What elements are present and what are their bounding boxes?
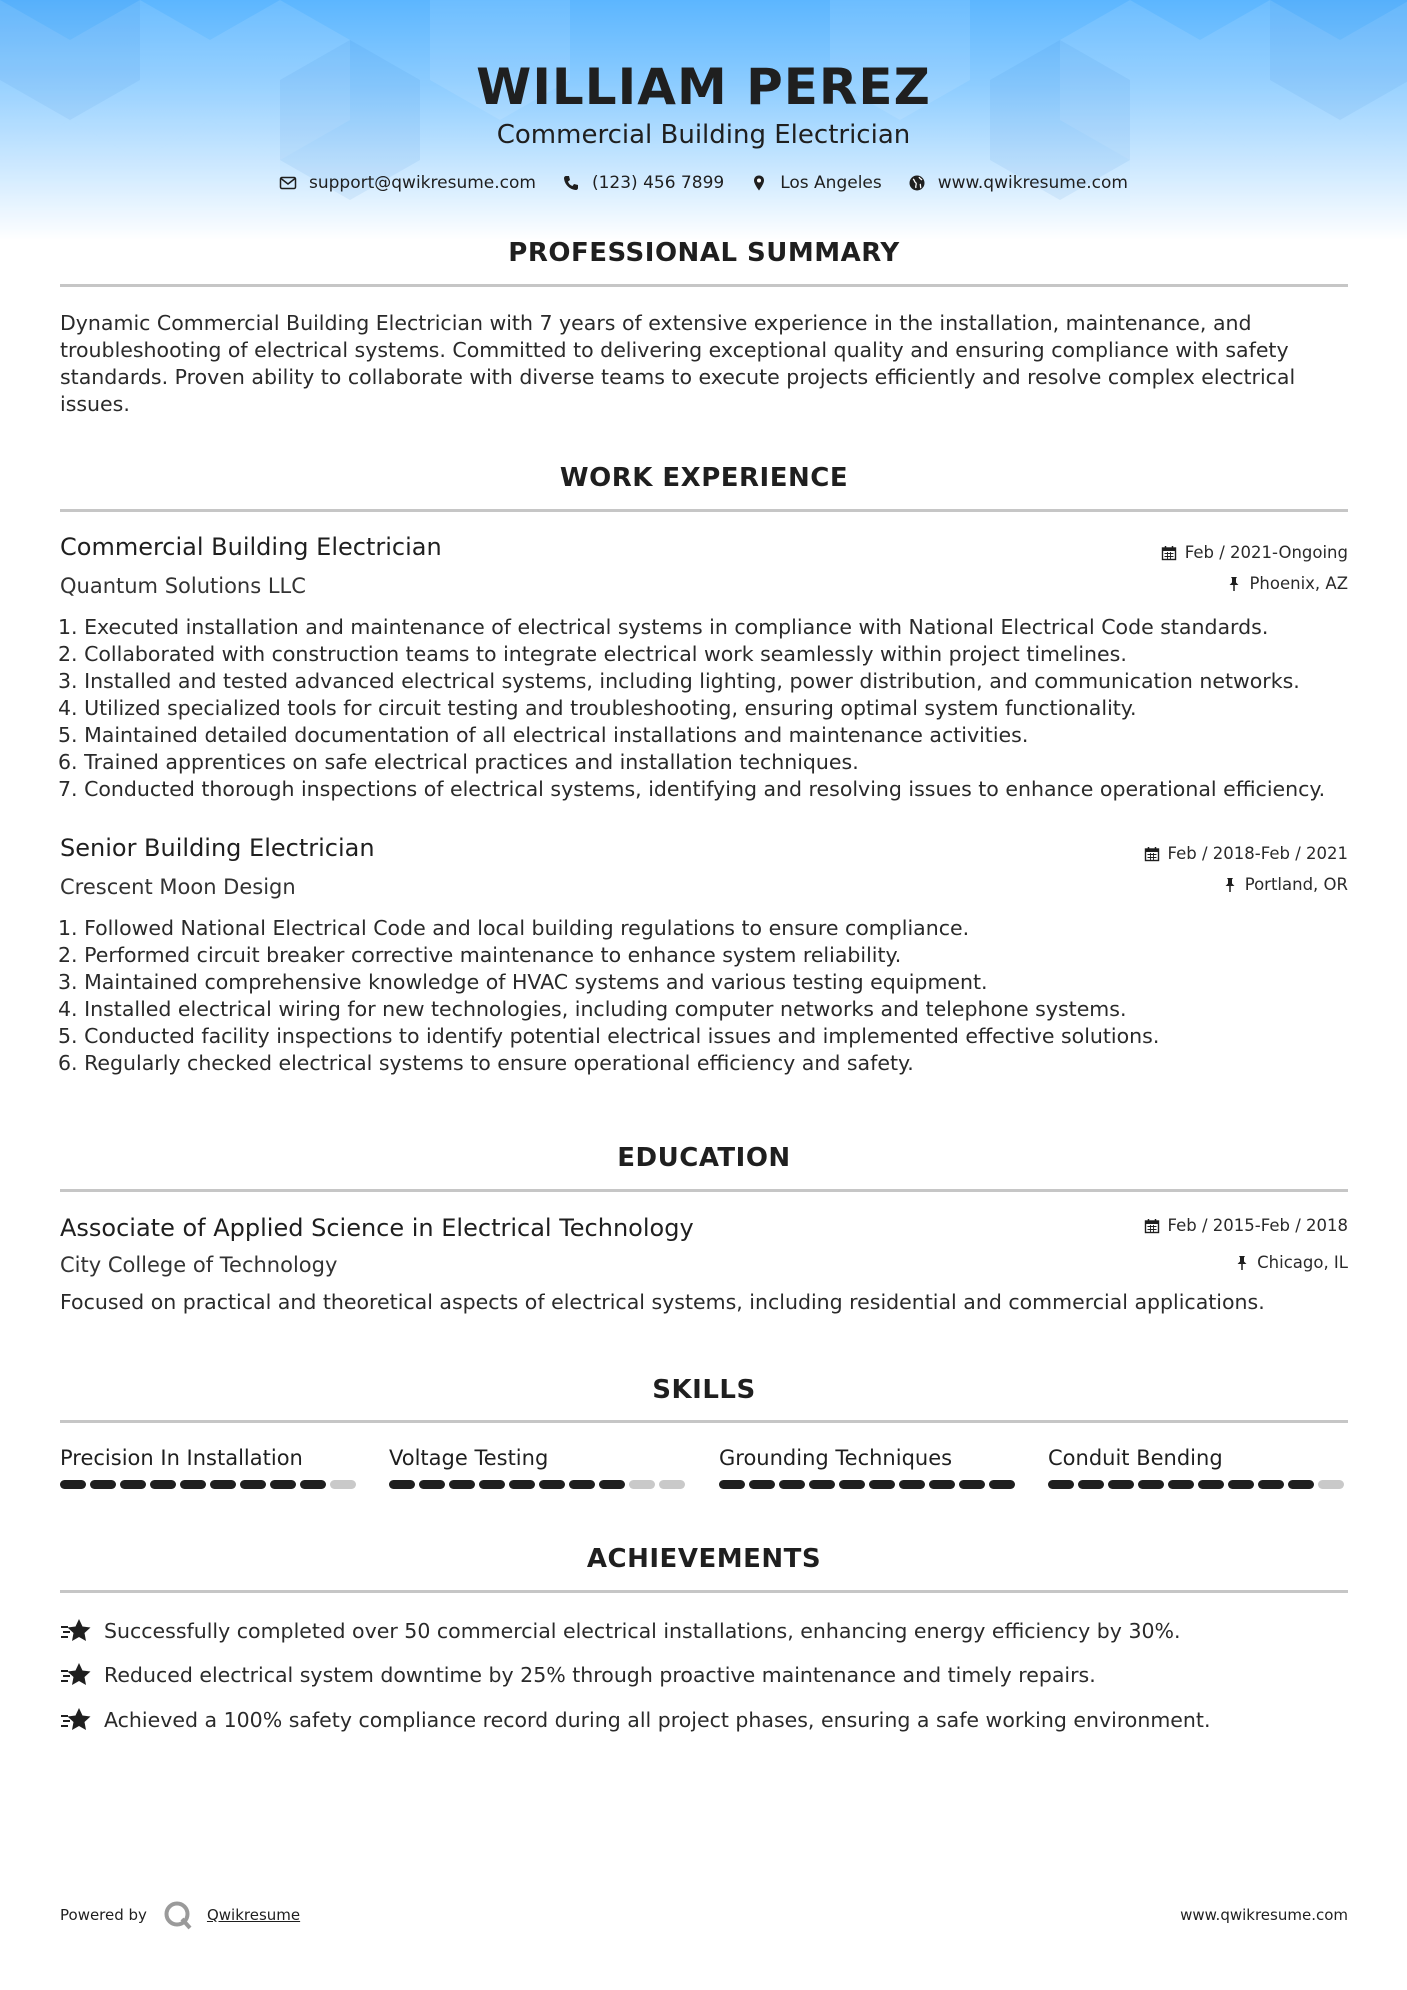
skill-segment-filled [1168,1480,1194,1489]
skill-level-bar [60,1480,360,1489]
job-1-location [1227,574,1348,593]
achievements-divider [60,1590,1348,1593]
skill-segment-filled [839,1480,865,1489]
skill-segment-filled [809,1480,835,1489]
skill-label: Conduit Bending [1048,1446,1223,1470]
skill-segment-filled [899,1480,925,1489]
skill-segment-filled [929,1480,955,1489]
list-item: 3. Installed and tested advanced electrical systems, including lighting, power distribution, and communication networks. [58,669,1300,693]
skill-segment-filled [150,1480,176,1489]
job-1-bullets [58,614,1358,803]
skill-label: Voltage Testing [389,1446,549,1470]
list-item: 2. Collaborated with construction teams to integrate electrical work seamlessly within project timelines. [58,642,1127,666]
job-2-dates [1144,844,1348,863]
list-item: 5. Conducted facility inspections to identify potential electrical issues and implemented effective solutions. [58,1024,1160,1048]
skill-segment-filled [1288,1480,1314,1489]
achievement-item [60,1617,1181,1645]
skill-level-bar [719,1480,1019,1489]
star-medal-icon [60,1706,92,1734]
list-item: 4. Installed electrical wiring for new technologies, including computer networks and telephone systems. [58,997,1127,1021]
skill-segment-filled [1198,1480,1224,1489]
job-2-title: Senior Building Electrician [60,834,375,862]
contact-email-text: support@qwikresume.com [309,173,536,193]
skill-segment-filled [120,1480,146,1489]
skill-segment-empty [629,1480,655,1489]
skill-segment-filled [959,1480,985,1489]
contact-bar [0,173,1407,193]
map-pin-icon [750,174,768,192]
skill-segment-filled [989,1480,1015,1489]
experience-heading: WORK EXPERIENCE [559,463,849,493]
education-location [1235,1253,1348,1272]
summary-text: Dynamic Commercial Building Electrician with 7 years of extensive experience in the installation, maintenance, and troubleshooting of electrical systems. Committed to delivering exceptional quality and ensuring compliance with safety standards. Proven ability to collaborate with diverse teams to execute projects efficiently and resolve complex electrical issues. [60,311,1296,416]
globe-icon [908,174,926,192]
skill-segment-filled [1228,1480,1254,1489]
education-heading: EDUCATION [617,1143,791,1173]
job-1-location-text: Phoenix, AZ [1249,574,1348,593]
achievement-text: Successfully completed over 50 commercial electrical installations, enhancing energy efficiency by 30%. [104,1619,1181,1643]
skill-segment-filled [1078,1480,1104,1489]
skill-level-bar [389,1480,689,1489]
footer-website[interactable]: www.qwikresume.com [1180,1906,1348,1924]
skill-segment-filled [240,1480,266,1489]
list-item: 7. Conducted thorough inspections of electrical systems, identifying and resolving issues to enhance operational efficiency. [58,777,1326,801]
candidate-role: Commercial Building Electrician [496,120,911,150]
star-medal-icon [60,1661,92,1689]
experience-divider [60,509,1348,512]
phone-icon [562,174,580,192]
star-medal-icon [60,1617,92,1645]
job-1-company: Quantum Solutions LLC [60,574,306,598]
list-item: 2. Performed circuit breaker corrective maintenance to enhance system reliability. [58,943,902,967]
skill-segment-filled [389,1480,415,1489]
skill-segment-filled [1108,1480,1134,1489]
calendar-icon [1144,1218,1160,1234]
skill-segment-filled [479,1480,505,1489]
achievements-heading: ACHIEVEMENTS [586,1544,822,1574]
skill-conduit-bending [1048,1446,1348,1489]
contact-location-text: Los Angeles [780,173,882,193]
education-dates-text: Feb / 2015-Feb / 2018 [1167,1216,1348,1235]
skill-segment-filled [1258,1480,1284,1489]
qwikresume-link[interactable]: Qwikresume [206,1906,301,1924]
education-degree: Associate of Applied Science in Electrical Technology [60,1214,694,1242]
skill-segment-filled [270,1480,296,1489]
skill-segment-filled [779,1480,805,1489]
contact-phone[interactable] [562,173,724,193]
skills-heading: SKILLS [652,1375,756,1405]
skill-segment-filled [180,1480,206,1489]
list-item: 1. Executed installation and maintenance of electrical systems in compliance with National Electrical Code standards. [58,615,1269,639]
skill-label: Grounding Techniques [719,1446,953,1470]
skill-segment-filled [210,1480,236,1489]
job-2-location-text: Portland, OR [1244,875,1348,894]
skill-segment-filled [60,1480,86,1489]
skill-segment-filled [869,1480,895,1489]
job-1-title: Commercial Building Electrician [60,533,442,561]
achievement-text: Reduced electrical system downtime by 25% through proactive maintenance and timely repairs. [104,1663,1096,1687]
powered-by-label: Powered by [60,1906,147,1924]
pushpin-icon [1227,576,1241,592]
skill-voltage-testing [389,1446,689,1489]
skill-segment-filled [719,1480,745,1489]
skill-segment-filled [419,1480,445,1489]
qwikresume-logo[interactable] [163,1900,193,1930]
job-2-company: Crescent Moon Design [60,875,296,899]
contact-location [750,173,882,193]
contact-email[interactable] [279,173,536,193]
skill-segment-filled [569,1480,595,1489]
skill-segment-filled [509,1480,535,1489]
education-location-text: Chicago, IL [1257,1253,1348,1272]
list-item: 6. Regularly checked electrical systems to ensure operational efficiency and safety. [58,1051,914,1075]
contact-website-text: www.qwikresume.com [937,173,1128,193]
job-2-bullets [58,915,1358,1077]
candidate-name: WILLIAM PEREZ [476,58,931,116]
skill-segment-filled [90,1480,116,1489]
achievement-item [60,1706,1210,1734]
education-school: City College of Technology [60,1253,338,1277]
list-item: 4. Utilized specialized tools for circuit testing and troubleshooting, ensuring optimal system functionality. [58,696,1137,720]
footer-powered-by [60,1900,300,1930]
pushpin-icon [1223,877,1237,893]
pushpin-icon [1235,1255,1249,1271]
skill-segment-empty [330,1480,356,1489]
skill-segment-filled [1048,1480,1074,1489]
skill-segment-filled [599,1480,625,1489]
job-2-dates-text: Feb / 2018-Feb / 2021 [1167,844,1348,863]
skill-level-bar [1048,1480,1348,1489]
contact-website[interactable] [908,173,1128,193]
job-1-dates-text: Feb / 2021-Ongoing [1184,543,1348,562]
achievement-text: Achieved a 100% safety compliance record during all project phases, ensuring a safe working environment. [104,1708,1211,1732]
skill-segment-filled [749,1480,775,1489]
skill-label: Precision In Installation [60,1446,303,1470]
envelope-icon [279,174,297,192]
achievement-item [60,1661,1096,1689]
list-item: 3. Maintained comprehensive knowledge of HVAC systems and various testing equipment. [58,970,988,994]
skill-segment-filled [300,1480,326,1489]
education-dates [1144,1216,1348,1235]
skill-segment-filled [449,1480,475,1489]
skills-divider [60,1420,1348,1423]
summary-heading: PROFESSIONAL SUMMARY [508,238,900,268]
skill-precision-in-installation [60,1446,360,1489]
job-2-location [1223,875,1348,894]
list-item: 1. Followed National Electrical Code and local building regulations to ensure compliance. [58,916,970,940]
list-item: 5. Maintained detailed documentation of all electrical installations and maintenance activities. [58,723,1029,747]
skill-grounding-techniques [719,1446,1019,1489]
job-1-dates [1161,543,1348,562]
education-description: Focused on practical and theoretical aspects of electrical systems, including residential and commercial applications. [60,1290,1265,1314]
summary-divider [60,284,1348,287]
skill-segment-empty [1318,1480,1344,1489]
skill-segment-filled [539,1480,565,1489]
skill-segment-filled [1138,1480,1164,1489]
calendar-icon [1144,846,1160,862]
education-divider [60,1189,1348,1192]
calendar-icon [1161,545,1177,561]
skill-segment-empty [659,1480,685,1489]
contact-phone-text: (123) 456 7899 [591,173,725,193]
list-item: 6. Trained apprentices on safe electrical practices and installation techniques. [58,750,859,774]
